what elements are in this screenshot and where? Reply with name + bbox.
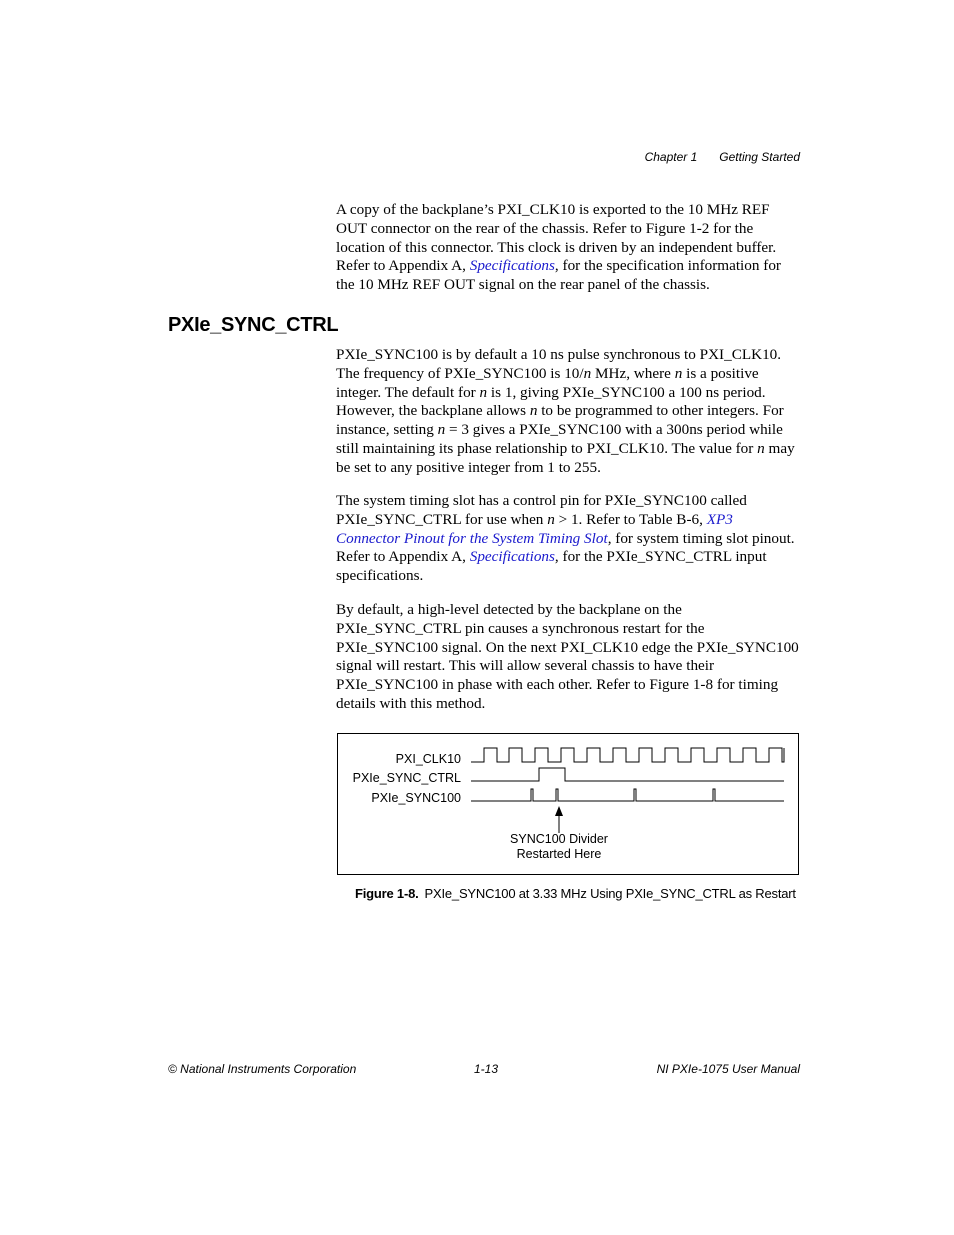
paragraph-text: The system timing slot has a control pin for PXIe_SYNC100 called PXIe_SYNC_CTRL for use when bbox=[336, 492, 747, 528]
paragraph-text: MHz, where bbox=[591, 364, 675, 382]
paragraph-restart bbox=[336, 601, 800, 714]
caption-label: Figure 1-8. bbox=[355, 886, 419, 901]
header-chapter: Chapter 1 bbox=[644, 150, 698, 164]
pxie-sync-ctrl-waveform bbox=[471, 768, 784, 781]
paragraph-text: , for the specification information for the 10 MHz REF OUT signal on the rear panel of the chassis. bbox=[336, 257, 781, 294]
paragraph-text: = 3 gives a PXIe_SYNC100 with a 300ns period while still maintaining its phase relationship to PXI_CLK10. The value for bbox=[336, 421, 783, 457]
paragraph-text: , for the PXIe_SYNC_CTRL input specifications. bbox=[336, 548, 767, 585]
paragraph-ref-out bbox=[336, 201, 800, 295]
timing-diagram-svg bbox=[338, 734, 800, 876]
timing-diagram bbox=[337, 733, 799, 875]
specifications-link[interactable]: Specifications bbox=[469, 257, 555, 275]
variable-n: n bbox=[479, 383, 488, 401]
variable-n: n bbox=[757, 439, 765, 457]
running-header bbox=[645, 150, 800, 164]
paragraph-text: to be programmed to other integers. For instance, setting bbox=[336, 402, 784, 439]
paragraph-text: , for system timing slot pinout. Refer to Appendix A, bbox=[336, 529, 795, 566]
paragraph-sync100-default bbox=[336, 346, 800, 478]
caption-text: PXIe_SYNC100 at 3.33 MHz Using PXIe_SYNC_CTRL as Restart bbox=[424, 886, 796, 901]
section-heading: PXIe_SYNC_CTRL bbox=[168, 314, 339, 336]
paragraph-text: By default, a high-level detected by the backplane on the PXIe_SYNC_CTRL pin causes a synchronous restart for the PXIe_SYNC100 signal. On the next PXI_CLK10 edge the PXIe_SYNC100 signal will restart. This will allow several chassis to have their PXIe_SYNC100 in phase with each other. Refer to Figure 1-8 for timing details with this method. bbox=[336, 601, 799, 712]
paragraph-text: > 1. Refer to Table B-6, bbox=[554, 510, 707, 528]
variable-n: n bbox=[674, 364, 683, 382]
specifications-link[interactable]: Specifications bbox=[469, 548, 555, 566]
label-pxie-sync100: PXIe_SYNC100 bbox=[371, 791, 461, 805]
variable-n: n bbox=[529, 402, 538, 420]
paragraph-text: is a positive integer. The default for bbox=[336, 364, 759, 401]
paragraph-text: A copy of the backplane’s PXI_CLK10 is exported to the 10 MHz REF OUT connector on the rear of the chassis. Refer to Figure 1-2 for the location of this connector. This clock is driven by an independent buffer. Refer to Appendix A, bbox=[336, 201, 777, 275]
paragraph-text: PXIe_SYNC100 is by default a 10 ns pulse synchronous to PXI_CLK10. The frequency of PXIe_SYNC100 is 10/ bbox=[336, 346, 782, 382]
label-pxi-clk10: PXI_CLK10 bbox=[395, 752, 461, 766]
annotation-line1: SYNC100 Divider bbox=[510, 832, 608, 846]
xp3-pinout-link[interactable]: XP3 Connector Pinout for the System Timing Slot bbox=[336, 510, 733, 547]
restart-arrow-head bbox=[555, 806, 563, 816]
pxie-sync100-waveform bbox=[471, 789, 784, 801]
label-pxie-sync-ctrl: PXIe_SYNC_CTRL bbox=[352, 771, 461, 785]
paragraph-control-pin bbox=[336, 492, 800, 586]
variable-n: n bbox=[583, 364, 592, 382]
variable-n: n bbox=[547, 510, 555, 528]
pxi-clk10-waveform bbox=[471, 748, 784, 762]
footer-manual-title: NI PXIe-1075 User Manual bbox=[656, 1062, 800, 1076]
footer-copyright: © National Instruments Corporation bbox=[168, 1062, 357, 1076]
paragraph-text: may be set to any positive integer from 1 to 255. bbox=[336, 439, 795, 476]
footer-page-number: 1-13 bbox=[474, 1062, 499, 1076]
annotation-line2: Restarted Here bbox=[516, 847, 602, 861]
header-title: Getting Started bbox=[719, 150, 800, 164]
paragraph-text: is 1, giving PXIe_SYNC100 a 100 ns period. However, the backplane allows bbox=[336, 383, 766, 420]
figure-caption bbox=[355, 886, 796, 901]
variable-n: n bbox=[437, 421, 446, 439]
